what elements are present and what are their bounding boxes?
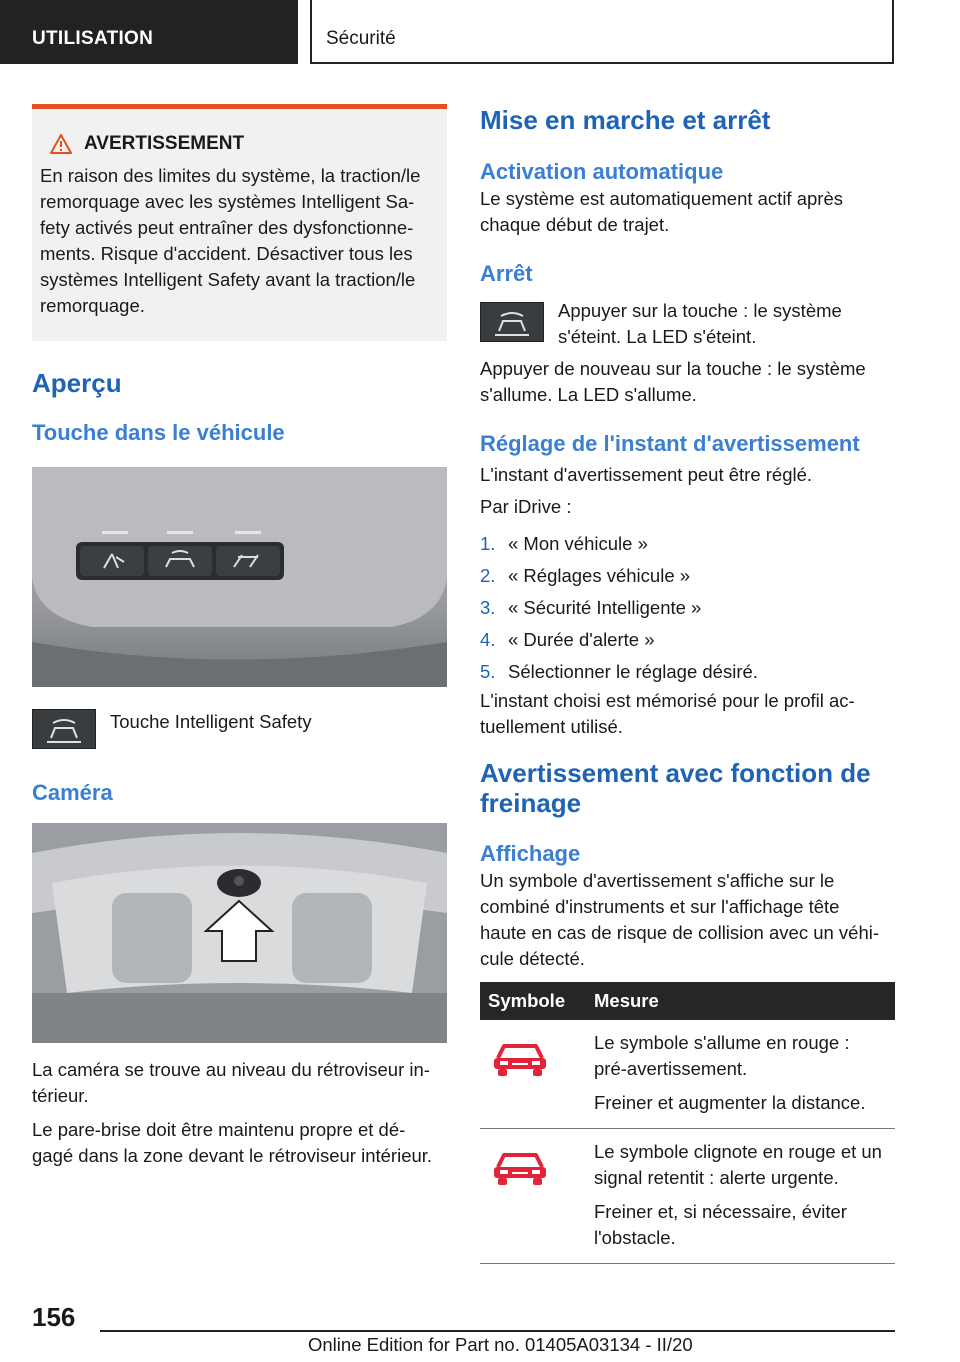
arret-text: s'allume. La LED s'allume.: [480, 384, 697, 405]
heading-avertissement-freinage: Avertissement avec fonction de freinage: [480, 758, 871, 818]
symbol-table: [480, 982, 895, 1264]
table-cell: Freiner et, si nécessaire, éviter: [594, 1201, 847, 1222]
list-item: 4. « Durée d'alerte »: [480, 629, 655, 650]
affichage-text: haute en cas de risque de collision avec un véhi-: [480, 922, 880, 943]
red-car-warning-icon: [488, 1147, 552, 1187]
warning-line: En raison des limites du système, la traction/le: [40, 165, 421, 186]
warning-title-text: AVERTISSEMENT: [84, 133, 245, 154]
arret-icon-row: [480, 298, 895, 350]
table-header-mesure: Mesure: [586, 982, 895, 1020]
right-column: [480, 104, 895, 1264]
touche-caption-row: [32, 709, 447, 749]
affichage-text: cule détecté.: [480, 948, 585, 969]
activation-text: Le système est automatiquement actif après: [480, 188, 843, 209]
list-item: 2. « Réglages véhicule »: [480, 565, 691, 586]
arret-icon-text: s'éteint. La LED s'éteint.: [558, 326, 757, 347]
warning-box: [32, 104, 447, 341]
warning-line: systèmes Intelligent Safety avant la traction/le: [40, 269, 416, 290]
footer-divider: [100, 1330, 895, 1332]
warning-line: remorquage.: [40, 295, 145, 316]
button-panel-photo: [32, 467, 447, 687]
warning-triangle-icon: [50, 134, 72, 154]
list-item: 3. « Sécurité Intelligente »: [480, 597, 702, 618]
header-chapter-tab: [310, 0, 894, 64]
heading-camera: Caméra: [32, 780, 113, 805]
header-chapter-label: Sécurité: [326, 28, 396, 49]
page-number: 156: [32, 1302, 76, 1332]
header-section-tab: [0, 0, 298, 64]
intelligent-safety-button-icon: [32, 709, 96, 749]
list-item: 5. Sélectionner le réglage désiré.: [480, 661, 758, 682]
table-row: [480, 1020, 895, 1129]
table-cell: pré-avertissement.: [594, 1058, 748, 1079]
touche-caption: Touche Intelligent Safety: [110, 711, 312, 732]
heading-reglage: Réglage de l'instant d'avertissement: [480, 431, 860, 456]
reglage-end-text: tuellement utilisé.: [480, 716, 623, 737]
heading-affichage: Affichage: [480, 841, 581, 866]
camera-text: Le pare-brise doit être maintenu propre et dé-: [32, 1119, 406, 1140]
reglage-text: L'instant d'avertissement peut être réglé.: [480, 464, 813, 485]
arret-icon-text: Appuyer sur la touche : le système: [558, 300, 842, 321]
heading-arret: Arrêt: [480, 261, 533, 286]
camera-text: La caméra se trouve au niveau du rétroviseur in-: [32, 1059, 430, 1080]
warning-line: ments. Risque d'accident. Désactiver tous les: [40, 243, 413, 264]
table-header-symbole: Symbole: [480, 982, 586, 1020]
table-row: [480, 1129, 895, 1264]
camera-photo: [32, 823, 447, 1043]
header-section-label: UTILISATION: [32, 28, 154, 49]
list-item: 1. « Mon véhicule »: [480, 533, 648, 554]
camera-text: gagé dans la zone devant le rétroviseur intérieur.: [32, 1145, 433, 1166]
red-car-warning-icon: [488, 1038, 552, 1078]
arret-text: Appuyer de nouveau sur la touche : le système: [480, 358, 866, 379]
heading-mise-en-marche: Mise en marche et arrêt: [480, 105, 771, 135]
warning-title: [40, 133, 439, 155]
heading-touche: Touche dans le véhicule: [32, 420, 285, 445]
table-cell: Le symbole s'allume en rouge :: [594, 1032, 850, 1053]
camera-illustration: [32, 823, 447, 1043]
table-cell: Freiner et augmenter la distance.: [594, 1092, 866, 1113]
idrive-steps: [480, 528, 895, 688]
affichage-text: Un symbole d'avertissement s'affiche sur le: [480, 870, 835, 891]
warning-line: remorquage avec les systèmes Intelligent Sa-: [40, 191, 415, 212]
activation-text: chaque début de trajet.: [480, 214, 670, 235]
camera-text: térieur.: [32, 1085, 89, 1106]
table-cell: signal retentit : alerte urgente.: [594, 1167, 839, 1188]
table-cell: Le symbole clignote en rouge et un: [594, 1141, 882, 1162]
heading-activation: Activation automatique: [480, 159, 724, 184]
table-cell: l'obstacle.: [594, 1227, 676, 1248]
heading-apercu: Aperçu: [32, 368, 122, 398]
left-column: [32, 104, 447, 1169]
warning-line: fety activés peut entraîner des dysfonctionne-: [40, 217, 414, 238]
intelligent-safety-button-icon: [480, 302, 544, 342]
reglage-text: Par iDrive :: [480, 496, 572, 517]
reglage-end-text: L'instant choisi est mémorisé pour le profil ac-: [480, 690, 855, 711]
footer-edition: Online Edition for Part no. 01405A03134 - II/20: [308, 1334, 693, 1355]
button-panel-illustration: [32, 467, 447, 687]
affichage-text: combiné d'instruments et sur l'affichage tête: [480, 896, 840, 917]
